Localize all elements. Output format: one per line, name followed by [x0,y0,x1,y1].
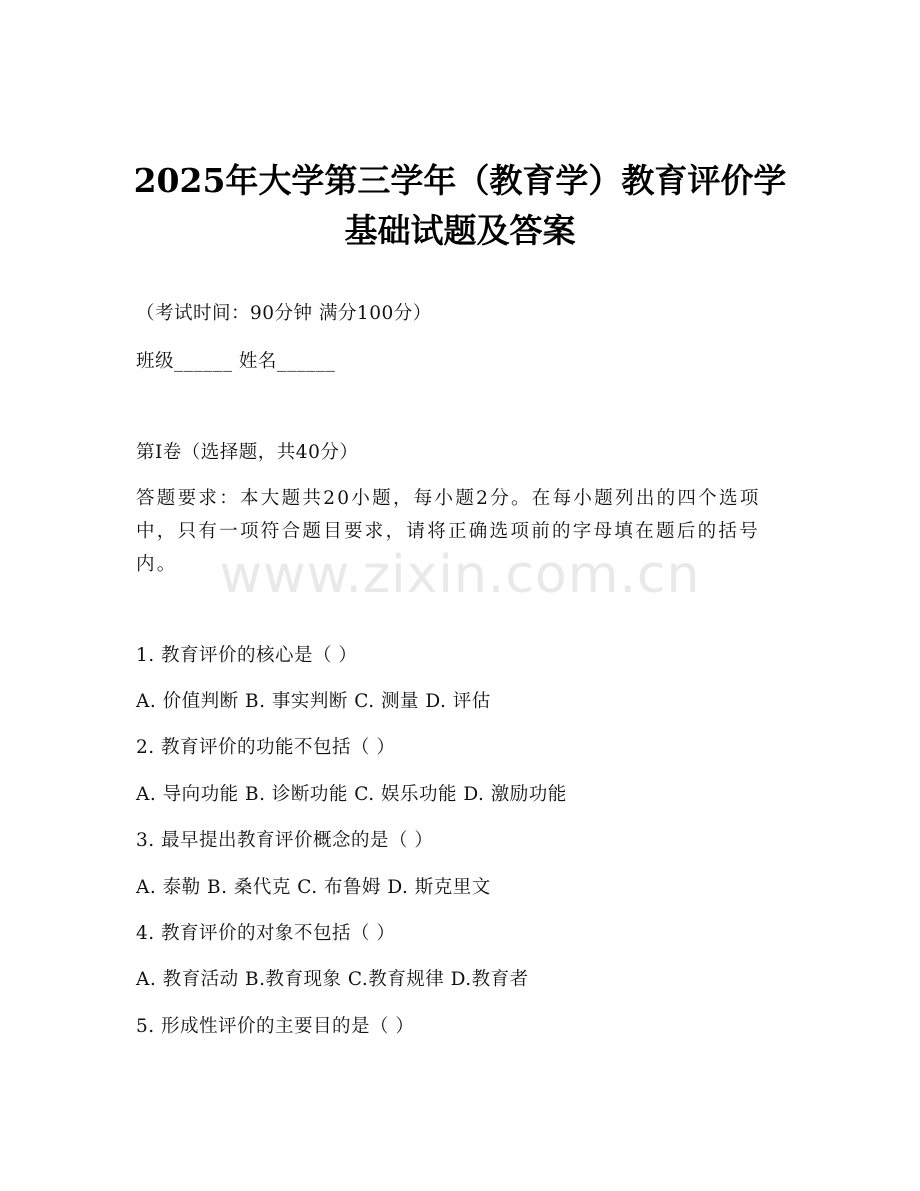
question-1-options: A. 价值判断 B. 事实判断 C. 测量 D. 评估 [136,691,491,712]
question-4-options: A. 教育活动 B.教育现象 C.教育规律 D.教育者 [136,969,529,990]
document-title-line-1: 2025年大学第三学年（教育学）教育评价学 [133,161,787,200]
document-title-line-2: 基础试题及答案 [344,211,576,250]
question-5-stem: 5. 形成性评价的主要目的是（ ） [136,1016,415,1037]
question-2-options: A. 导向功能 B. 诊断功能 C. 娱乐功能 D. 激励功能 [136,784,567,805]
exam-info: （考试时间：90分钟 满分100分） [136,303,432,324]
question-4-stem: 4. 教育评价的对象不包括（ ） [136,923,396,944]
question-2-stem: 2. 教育评价的功能不包括（ ） [136,737,396,758]
question-3-options: A. 泰勒 B. 桑代克 C. 布鲁姆 D. 斯克里文 [136,877,491,898]
section-heading: 第I卷（选择题，共40分） [136,442,359,463]
question-3-stem: 3. 最早提出教育评价概念的是（ ） [136,830,434,851]
question-1-stem: 1. 教育评价的核心是（ ） [136,645,358,666]
instructions-paragraph: 答题要求：本大题共20小题，每小题2分。在每小题列出的四个选项中，只有一项符合题目要求，请将正确选项前的字母填在题后的括号内。 [136,488,761,575]
class-name-line: 班级______ 姓名______ [136,351,336,372]
watermark: www.zixin.com.cn [219,545,701,605]
